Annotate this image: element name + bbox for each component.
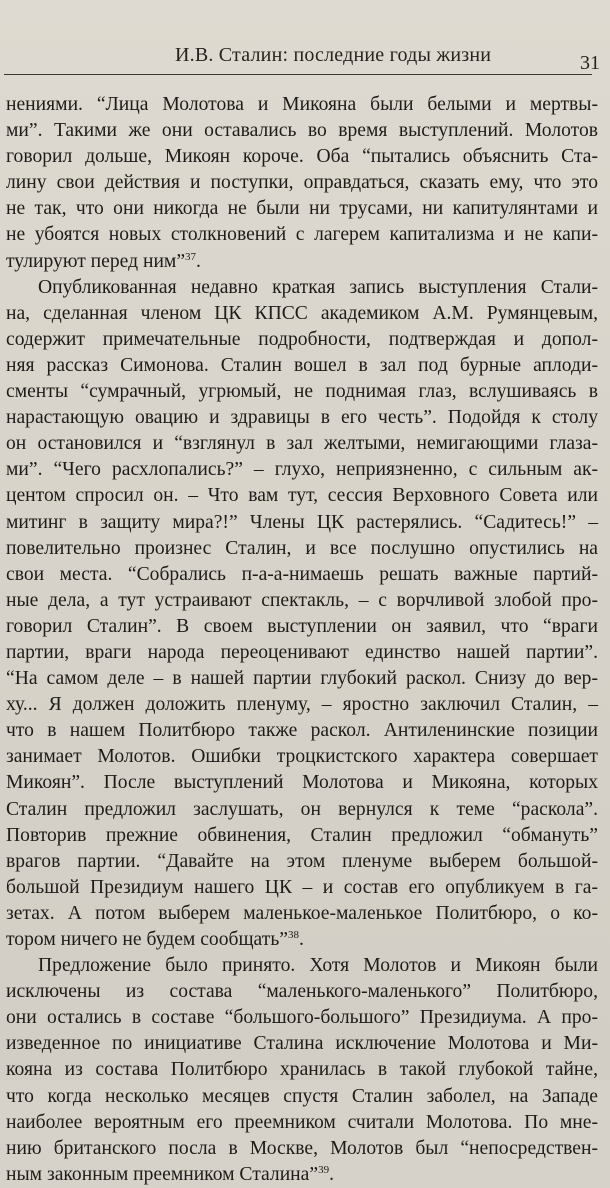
text-line-content: “На самом деле – в нашей партии глубокий раскол. Снизу до вер- [6, 668, 598, 690]
text-line [6, 770, 598, 796]
text-line [6, 301, 598, 327]
footnote-ref: 38 [287, 929, 299, 941]
text-line [6, 1110, 598, 1136]
header-rule [4, 74, 592, 75]
body-text [6, 92, 598, 1188]
text-line-content: ным законным преемником Сталина” [6, 1163, 319, 1185]
text-line [6, 405, 598, 431]
text-line-content: наиболее вероятным его преемником считали Молотова. По мне- [6, 1111, 598, 1133]
text-line [6, 1057, 598, 1083]
text-line [6, 614, 598, 640]
text-line [6, 1005, 598, 1031]
text-line [6, 275, 598, 301]
text-line-content: Опубликованная недавно краткая запись выступления Стали- [38, 276, 598, 298]
text-line [6, 144, 598, 170]
text-line-content: занимает Молотов. Ошибки троцкистского характера совершает [6, 746, 598, 768]
text-line [6, 1136, 598, 1162]
text-line-content: нениями. “Лица Молотова и Микояна были белыми и мертвы- [6, 94, 598, 115]
text-line-content: кояна из состава Политбюро хранилась в такой глубокой тайне, [6, 1059, 598, 1081]
text-line [6, 92, 598, 118]
text-line-content: Сталин предложил заслушать, он вернулся к теме “раскола”. [6, 798, 598, 820]
text-line-content: центом спросил он. – Что вам тут, сессия Верховного Совета или [6, 485, 598, 507]
text-line [6, 510, 598, 536]
text-line [6, 979, 598, 1005]
text-line: тулируют перед ним”$^{37}$. [6, 250, 201, 272]
text-line [6, 640, 598, 666]
text-line [6, 718, 598, 744]
text-line-content: свои места. “Собрались п-а-а-нимаешь решать важные партий- [6, 563, 598, 585]
text-line [6, 379, 598, 405]
text-line-content: говорил Сталин”. В своем выступлении он заявил, что “враги [6, 615, 598, 637]
text-line-content: большой Президиум нашего ЦК – и состав его опубликуем в га- [6, 876, 598, 898]
text-line-content: Микоян”. После выступлений Молотова и Микояна, которых [6, 772, 598, 794]
text-line-content: ные дела, а тут устраивают спектакль, – с ворчливой злобой про- [6, 589, 598, 611]
text-line-content: нарастающую овацию и здравицы в его честь”. Подойдя к столу [6, 407, 598, 429]
text-line-content: лину свои действия и поступки, оправдаться, сказать ему, что это [6, 172, 598, 194]
text-line-content: врагов партии. “Давайте на этом пленуме выберем большой- [6, 850, 598, 872]
text-line-content: митинг в защиту мира?!” Члены ЦК растерялись. “Садитесь!” – [6, 511, 598, 533]
running-title: И.В. Сталин: последние годы жизни [175, 44, 492, 66]
text-line-content: на, сделанная членом ЦК КПСС академиком А.М. Румянцевым, [6, 302, 598, 324]
text-line-content: нию британского посла в Москве, Молотов был “непосредствен- [6, 1137, 598, 1159]
text-line-content: тулируют перед ним” [6, 250, 186, 272]
text-line-content: содержит примечательные подробности, подтверждая и допол- [6, 328, 598, 350]
text-line-content: Повторив прежние обвинения, Сталин предложил “обмануть” [6, 824, 598, 846]
text-line [6, 692, 598, 718]
text-line [6, 953, 598, 979]
text-line-content: няя рассказ Симонова. Сталин вошел в зал под бурные аплоди- [6, 354, 598, 376]
text-line [6, 118, 598, 144]
text-line [6, 536, 598, 562]
text-line [6, 457, 598, 483]
text-line [6, 170, 598, 196]
text-line [6, 222, 598, 248]
text-line-content: повелительно произнес Сталин, и все послушно опустились на [6, 537, 598, 559]
text-line: ным законным преемником Сталина”$^{39}$. [6, 1163, 334, 1185]
text-line-content: ми”. “Чего расхлопались?” – глухо, неприязненно, с сильным ак- [6, 459, 598, 481]
page-header [0, 38, 610, 78]
text-line-content: тором ничего не будем сообщать” [6, 929, 288, 950]
text-line [6, 1084, 598, 1110]
text-line [6, 901, 598, 927]
text-line [6, 1031, 598, 1057]
text-line [6, 431, 598, 457]
text-line [6, 327, 598, 353]
text-line-content: говорил дольше, Микоян короче. Оба “пытались объяснить Ста- [6, 146, 598, 168]
text-line [6, 562, 598, 588]
page-number: 31 [580, 52, 600, 74]
text-line: тором ничего не будем сообщать”$^{38}$. [6, 929, 304, 950]
text-line-content: что в нашем Политбюро также раскол. Антиленинские позиции [6, 720, 598, 742]
footnote-ref: 39 [318, 1163, 330, 1176]
text-line-content: он остановился и “взглянул в зал желтыми, немигающими глаза- [6, 433, 598, 455]
text-line [6, 483, 598, 509]
text-line [6, 744, 598, 770]
text-line-content: ху... Я должен доложить пленуму, – яростно заключил Сталин, – [6, 694, 598, 716]
text-line-content: не так, что они никогда не были ни трусами, ни капитулянтами и [6, 198, 598, 220]
text-line [6, 823, 598, 849]
text-line [6, 875, 598, 901]
text-line [6, 849, 598, 875]
text-line-content: Предложение было принято. Хотя Молотов и Микоян были [38, 955, 598, 977]
text-line-content: сменты “сумрачный, угрюмый, не поднимая глаз, вслушиваясь в [6, 381, 598, 403]
text-line-content: изведенное по инициативе Сталина исключение Молотова и Ми- [6, 1033, 598, 1055]
text-line [6, 196, 598, 222]
text-line [6, 588, 598, 614]
text-line [6, 666, 598, 692]
footnote-ref: 37 [185, 250, 197, 263]
text-line-content: ми”. Такими же они оставались во время выступлений. Молотов [6, 120, 598, 142]
text-line-content: зетах. А потом выберем маленькое-маленькое Политбюро, о ко- [6, 902, 598, 924]
text-line-content: не убоятся новых столкновений с лагерем капитализма и не капи- [6, 224, 598, 246]
text-line [6, 353, 598, 379]
text-line-content: они остались в составе “большого-большого” Президиума. А про- [6, 1007, 598, 1029]
text-line-content: партии, враги народа переоценивают единство нашей партии”. [6, 641, 598, 663]
text-line-content: что когда несколько месяцев спустя Сталин заболел, на Западе [6, 1085, 598, 1107]
text-line-content: исключены из состава “маленького-маленького” Политбюро, [6, 981, 598, 1003]
text-line [6, 797, 598, 823]
